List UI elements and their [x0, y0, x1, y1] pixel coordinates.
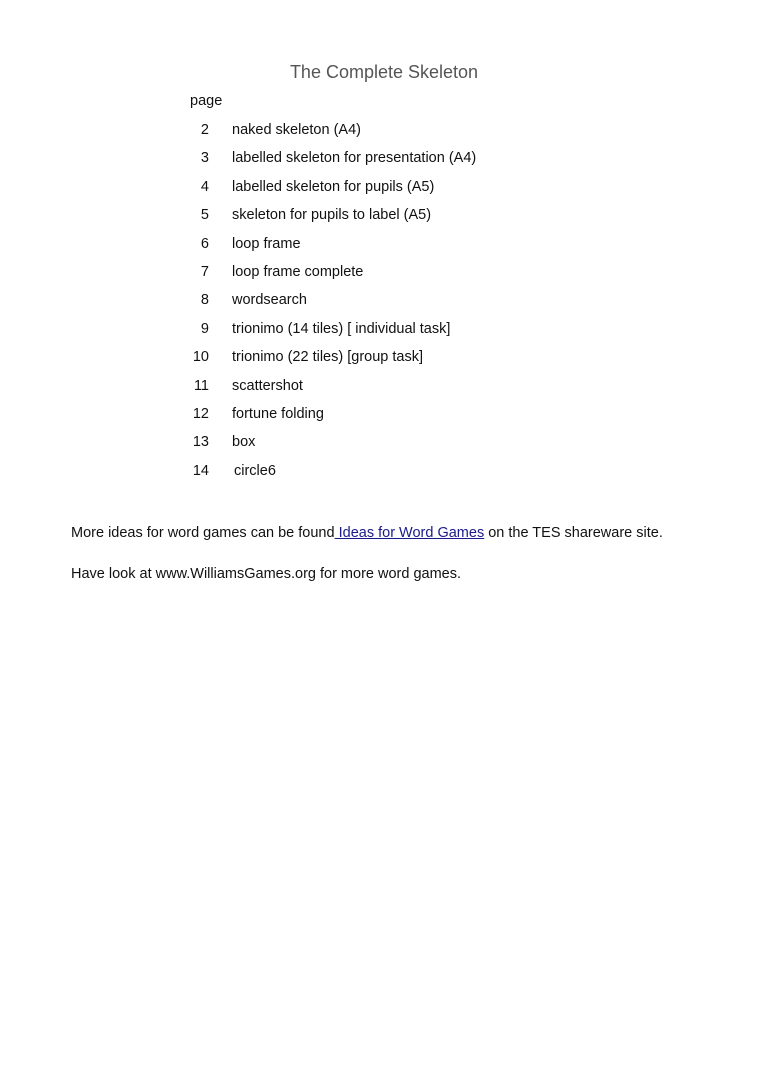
contents-item: scattershot — [232, 377, 303, 394]
contents-item: labelled skeleton for pupils (A5) — [232, 178, 435, 195]
have-look-paragraph: Have look at www.WilliamsGames.org for more word games. — [71, 566, 462, 582]
more-ideas-text: More ideas for word games can be found — [71, 525, 335, 541]
page-number: 8 — [200, 292, 209, 309]
contents-item: skeleton for pupils to label (A5) — [232, 207, 432, 224]
contents-item: labelled skeleton for presentation (A4) — [232, 150, 477, 167]
page-number: 6 — [200, 235, 209, 252]
contents-item: fortune folding — [232, 406, 324, 422]
contents-item: naked skeleton (A4) — [232, 122, 361, 138]
page-column-label: page — [190, 93, 223, 109]
contents-item: box — [232, 434, 256, 451]
page-number: 14 — [192, 462, 209, 479]
page-number: 9 — [200, 320, 209, 337]
title-text: The Complete Skeleton — [289, 62, 479, 82]
page-number: 11 — [193, 377, 209, 394]
contents-item: loop frame — [232, 235, 301, 252]
contents-item: circle6 — [234, 462, 276, 479]
ideas-for-word-games-link[interactable]: Ideas for Word Games — [334, 525, 485, 541]
page-number: 12 — [192, 406, 209, 422]
page-number: 10 — [192, 349, 209, 366]
more-ideas-paragraph — [71, 525, 663, 541]
page-number: 5 — [200, 207, 209, 224]
page-number: 4 — [200, 178, 209, 195]
document-title — [0, 62, 768, 83]
page-number: 13 — [192, 434, 209, 451]
page-number: 3 — [200, 150, 209, 167]
contents-item: wordsearch — [232, 292, 307, 309]
contents-item: loop frame complete — [232, 264, 364, 280]
page-number: 2 — [200, 122, 209, 138]
contents-item: trionimo (14 tiles) [ individual task] — [232, 320, 451, 337]
more-ideas-suffix: on the TES shareware site. — [484, 525, 663, 541]
page-number: 7 — [200, 264, 209, 280]
contents-item: trionimo (22 tiles) [group task] — [232, 349, 423, 366]
